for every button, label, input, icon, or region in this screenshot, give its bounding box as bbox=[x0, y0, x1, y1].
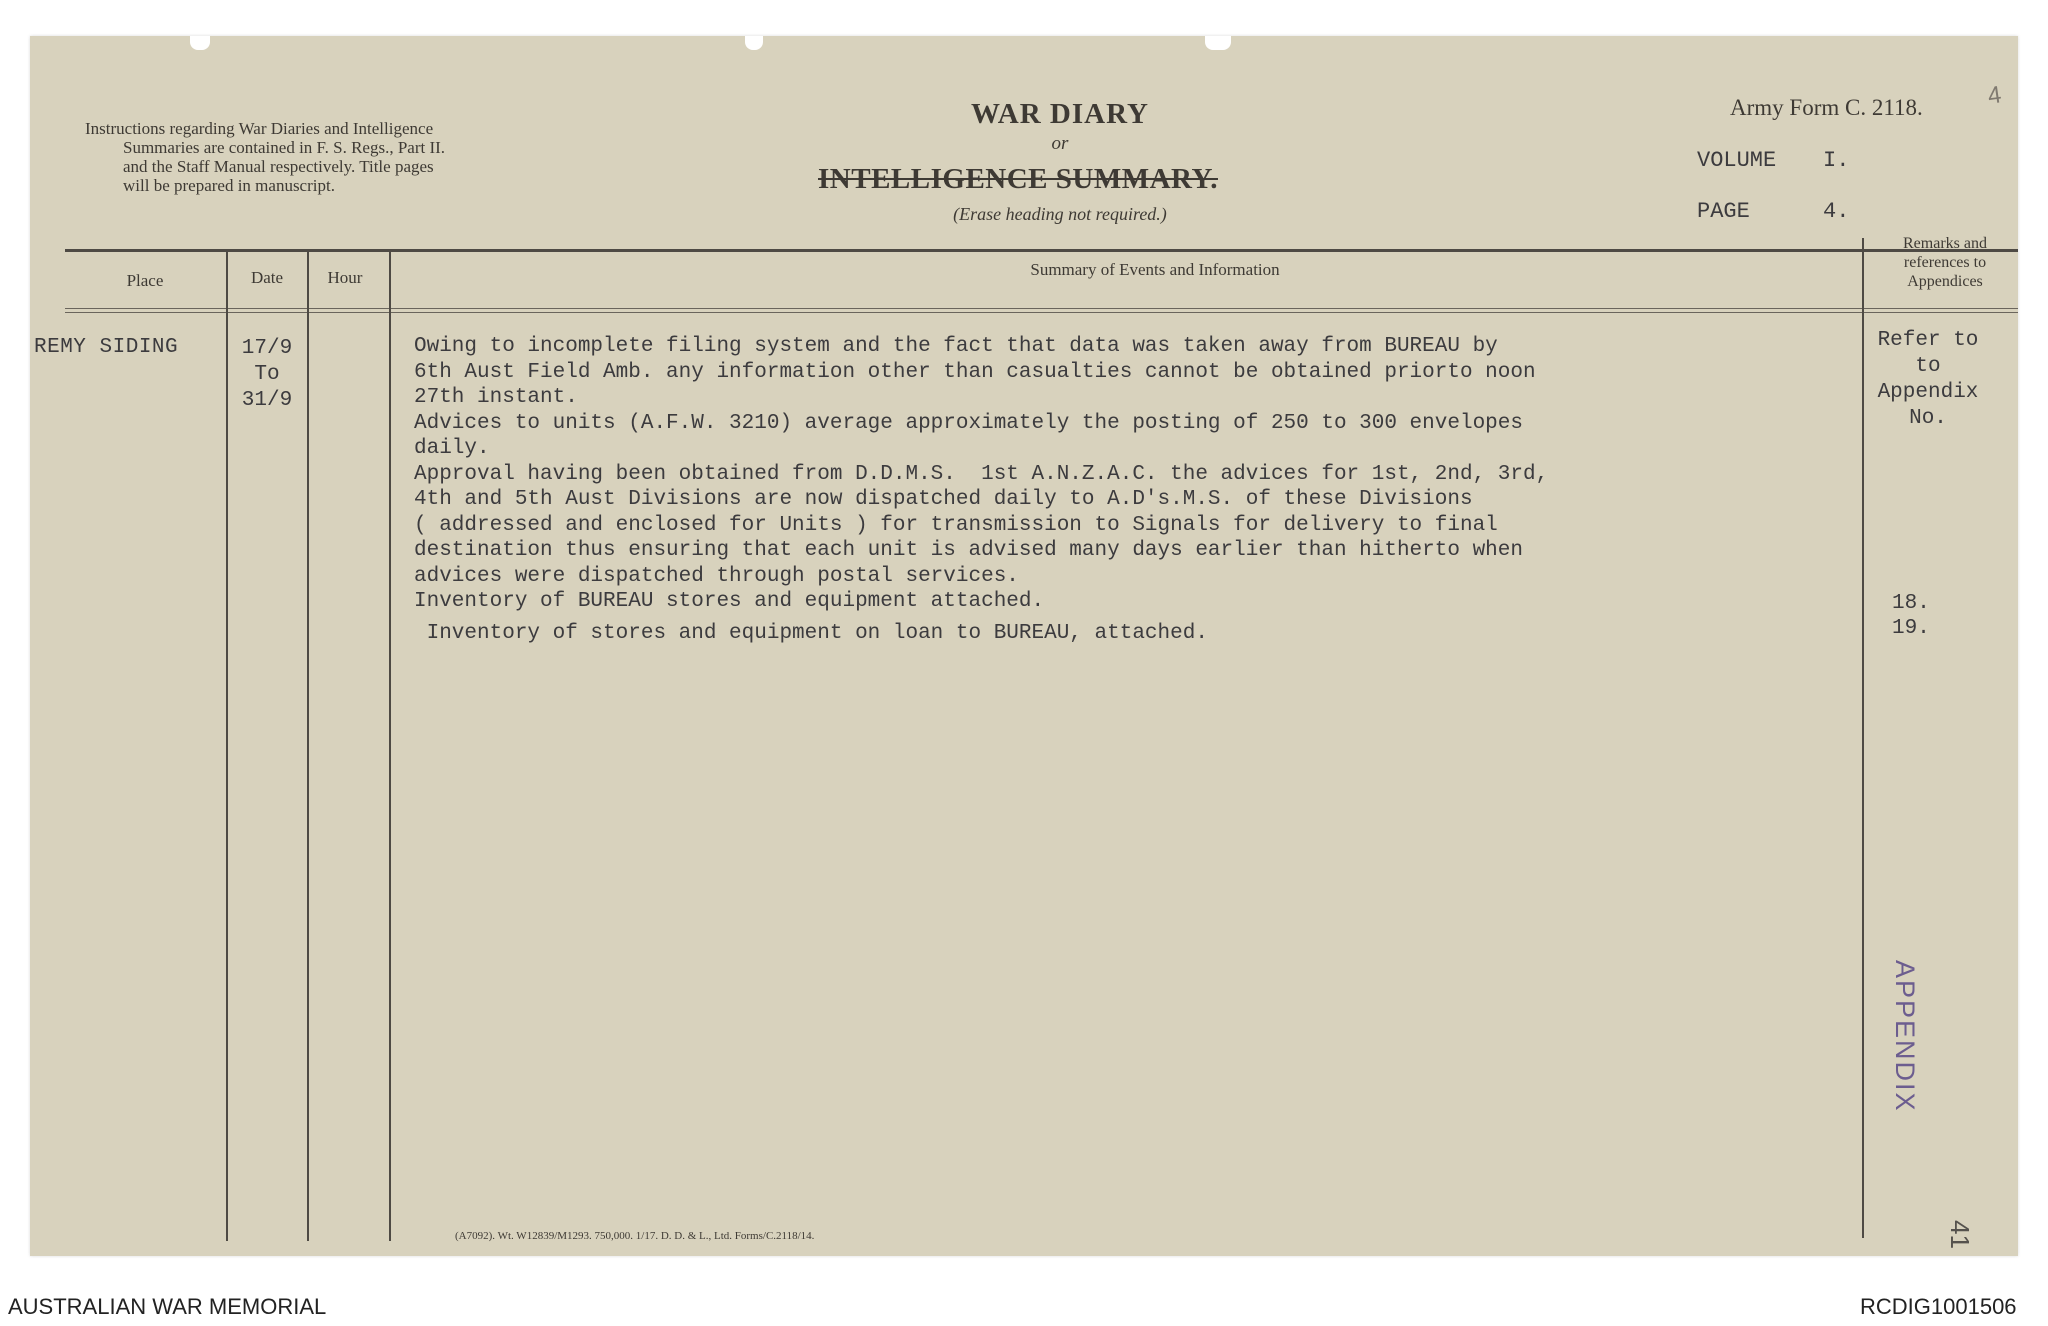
printer-imprint: (A7092). Wt. W12839/M1293. 750,000. 1/17. D. D. & L., Ltd. Forms/C.2118/14. bbox=[455, 1230, 815, 1242]
appendix-ref-19: 19. bbox=[1892, 617, 1930, 640]
column-header-date: Date bbox=[250, 268, 284, 287]
entry-remarks bbox=[1858, 328, 1998, 432]
page-number-corner: 4 bbox=[1986, 81, 2004, 110]
remarks-header-line: Appendices bbox=[1907, 273, 1983, 290]
summary-line: 27th instant. bbox=[414, 386, 578, 409]
page-label: PAGE bbox=[1697, 199, 1750, 224]
summary-line: ( addressed and enclosed for Units ) for transmission to Signals for delivery to final bbox=[414, 513, 1498, 537]
date-line: 31/9 bbox=[241, 389, 293, 412]
page-number-side: 41 bbox=[1945, 1220, 1975, 1249]
column-header-summary: Summary of Events and Information bbox=[1030, 260, 1280, 279]
remarks-line: Appendix bbox=[1877, 381, 1979, 404]
summary-line: daily. bbox=[414, 437, 490, 460]
army-form-number: Army Form C. 2118. bbox=[1730, 95, 1923, 120]
document-subtitle: INTELLIGENCE SUMMARY. bbox=[818, 163, 1218, 195]
column-divider bbox=[307, 251, 309, 1241]
volume-value: I. bbox=[1823, 148, 1850, 173]
summary-line: Owing to incomplete filing system and the fact that data was taken away from BUREAU by bbox=[414, 335, 1498, 358]
instructions-line: will be prepared in manuscript. bbox=[123, 176, 335, 195]
column-header-place: Place bbox=[126, 271, 164, 290]
archive-id: RCDIG1001506 bbox=[1860, 1294, 2017, 1319]
header-bottom-rule bbox=[65, 308, 2018, 309]
date-line: 17/9 bbox=[241, 337, 293, 360]
archive-name: AUSTRALIAN WAR MEMORIAL bbox=[8, 1294, 327, 1319]
erase-note: (Erase heading not required.) bbox=[953, 204, 1167, 224]
summary-line: advices were dispatched through postal services. bbox=[414, 564, 1019, 588]
summary-line: Inventory of BUREAU stores and equipment attached. bbox=[414, 590, 1045, 613]
document-title: WAR DIARY bbox=[971, 98, 1149, 130]
remarks-header-line: Remarks and bbox=[1903, 235, 1987, 252]
paper-hole bbox=[1205, 36, 1231, 50]
column-header-hour: Hour bbox=[327, 268, 363, 287]
remarks-line: No. bbox=[1909, 407, 1947, 430]
column-header-remarks bbox=[1870, 234, 2020, 291]
table-top-rule bbox=[65, 249, 2018, 252]
entry-place: REMY SIDING bbox=[34, 336, 179, 359]
remarks-line: to bbox=[1915, 355, 1941, 378]
summary-line: destination thus ensuring that each unit is advised many days earlier than hitherto when bbox=[414, 539, 1523, 562]
appendix-ref-18: 18. bbox=[1892, 592, 1930, 615]
instructions-line: and the Staff Manual respectively. Title pages bbox=[123, 157, 434, 176]
summary-line: Advices to units (A.F.W. 3210) average approximately the posting of 250 to 300 envelopes bbox=[414, 411, 1523, 435]
paper-hole bbox=[745, 36, 763, 50]
header-bottom-rule bbox=[65, 312, 2018, 313]
summary-line: 6th Aust Field Amb. any information other than casualties cannot be obtained priorto noon bbox=[414, 360, 1536, 384]
appendix-stamp: APPENDIX bbox=[1890, 960, 1920, 1113]
entry-date bbox=[232, 336, 302, 414]
remarks-header-line: references to bbox=[1903, 254, 1987, 271]
column-divider bbox=[389, 251, 391, 1241]
paper-hole bbox=[190, 36, 210, 50]
page-value: 4. bbox=[1823, 199, 1850, 224]
volume-label: VOLUME bbox=[1697, 148, 1777, 173]
title-or: or bbox=[1051, 133, 1069, 154]
entry-summary bbox=[414, 334, 1854, 646]
summary-line: Inventory of stores and equipment on loan to BUREAU, attached. bbox=[414, 621, 1208, 645]
summary-line: Approval having been obtained from D.D.M.S. 1st A.N.Z.A.C. the advices for 1st, 2nd, 3rd, bbox=[414, 462, 1549, 486]
remarks-line: Refer to bbox=[1877, 329, 1979, 352]
summary-line: 4th and 5th Aust Divisions are now dispatched daily to A.D's.M.S. of these Divisions bbox=[414, 488, 1473, 511]
instructions-line: Instructions regarding War Diaries and Intelligence bbox=[85, 119, 434, 138]
instructions-line: Summaries are contained in F. S. Regs., Part II. bbox=[123, 138, 446, 157]
instructions-note bbox=[85, 119, 595, 195]
column-divider bbox=[226, 251, 228, 1241]
date-line: To bbox=[254, 363, 280, 386]
